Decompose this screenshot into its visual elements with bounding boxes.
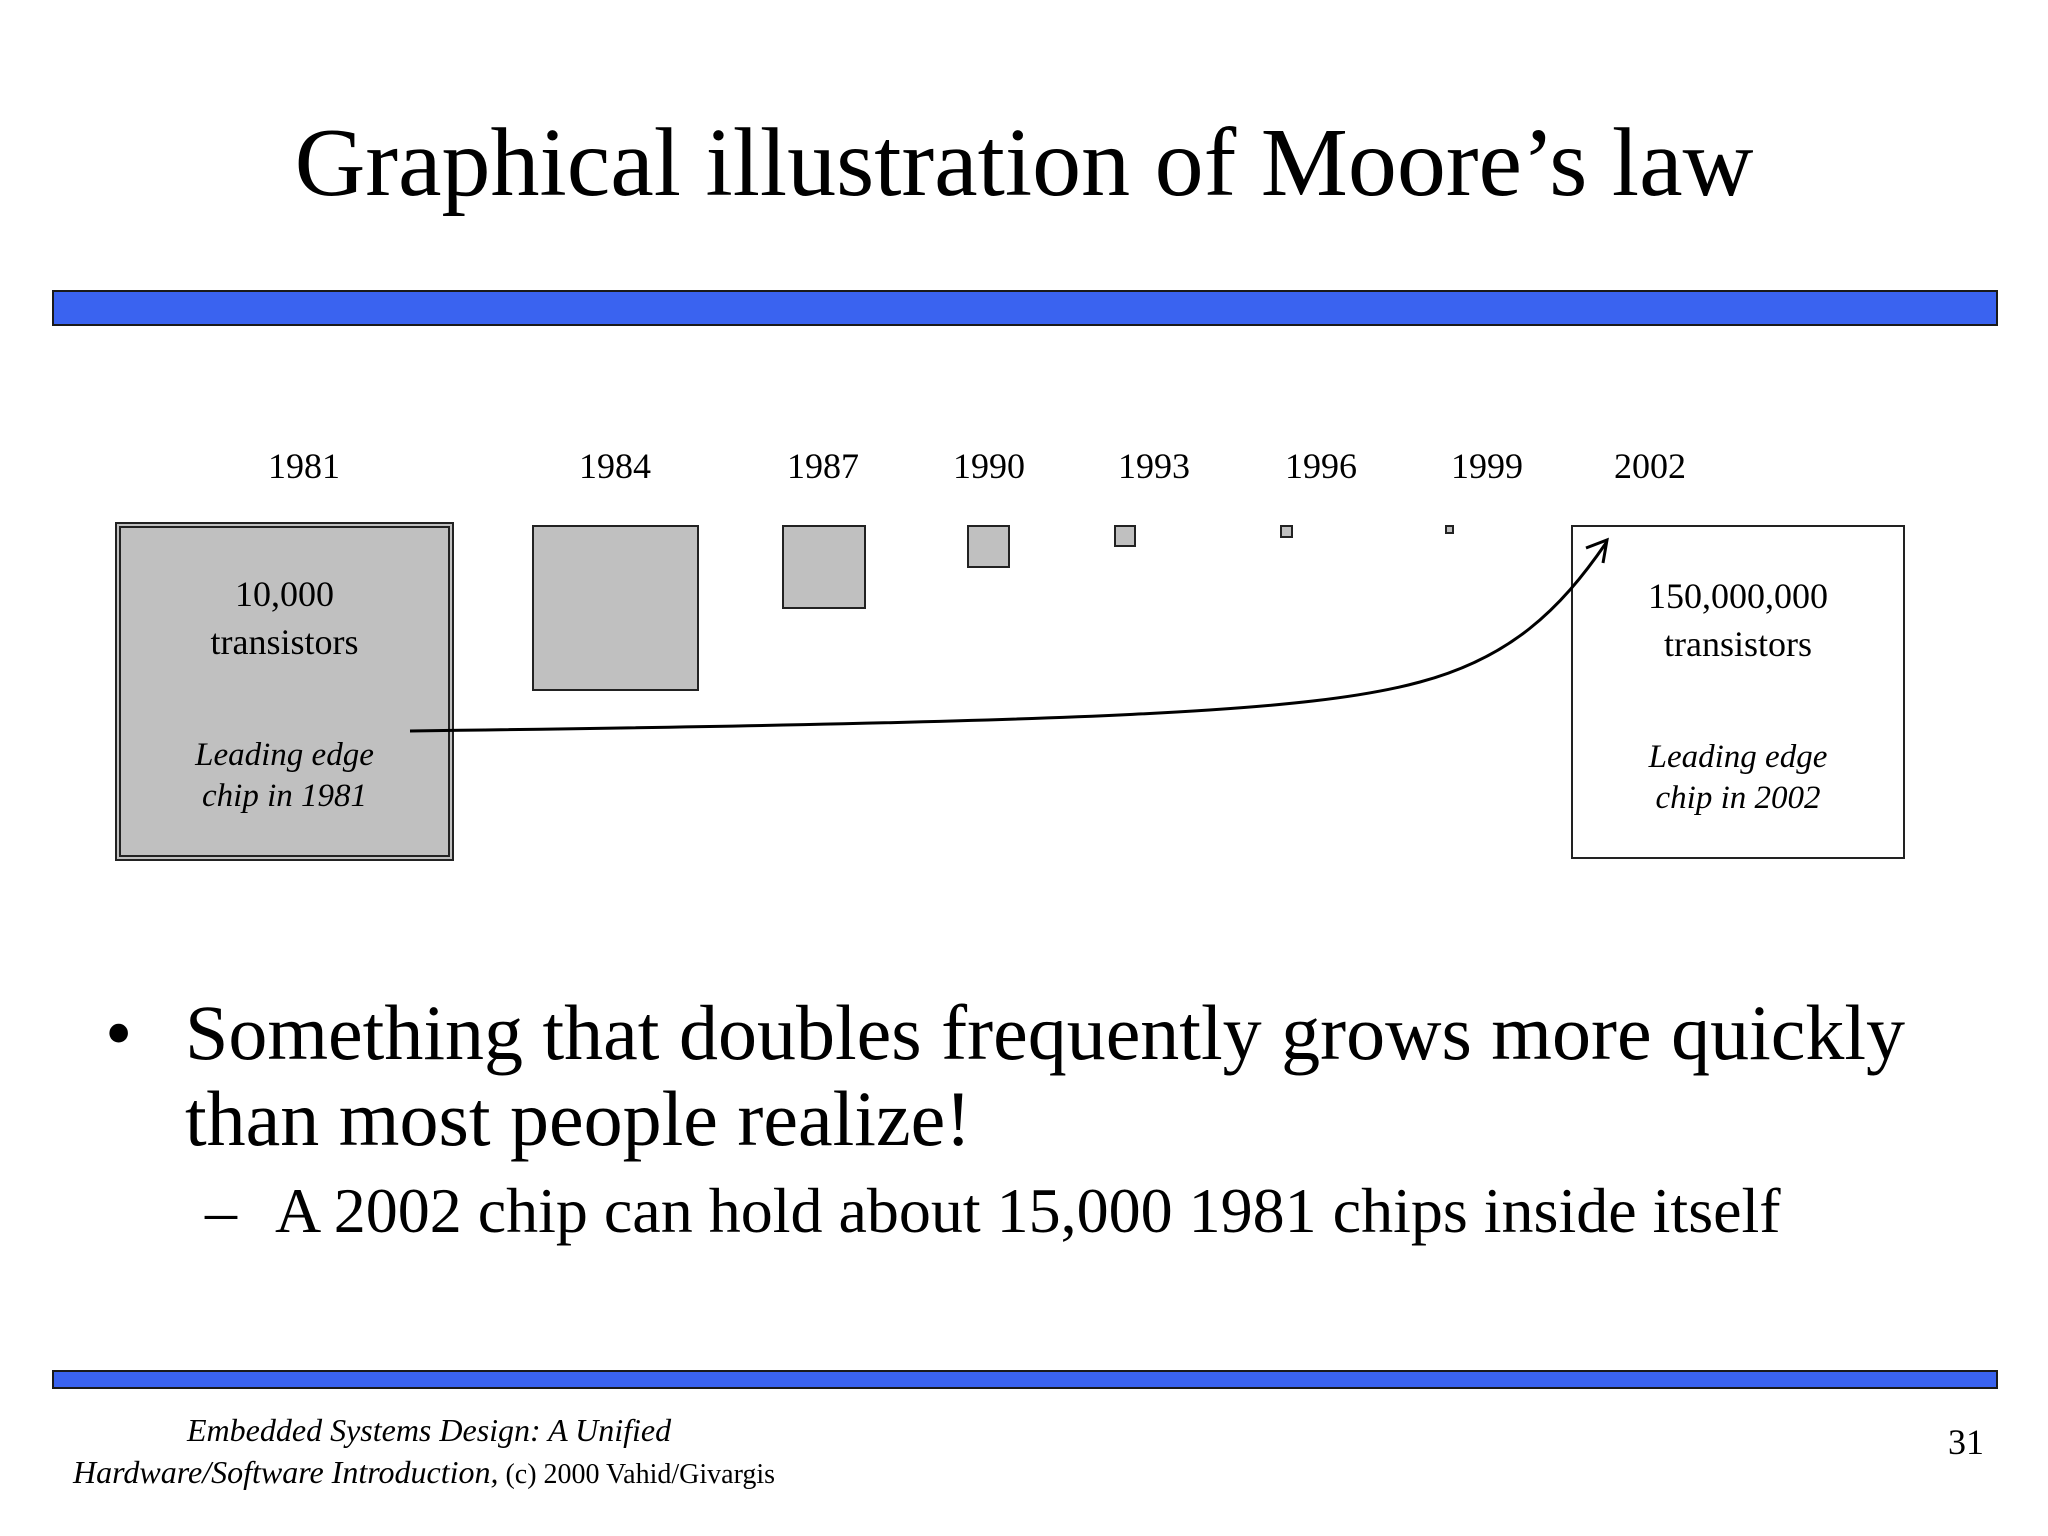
top-rule-bar	[52, 290, 1998, 326]
year-label-1987: 1987	[787, 446, 859, 486]
year-label-1984: 1984	[579, 446, 651, 486]
year-label-1981: 1981	[268, 446, 340, 486]
chip-1981-transistor-count: 10,000 transistors	[210, 574, 359, 662]
year-label-2002: 2002	[1614, 446, 1686, 486]
year-label-1996: 1996	[1285, 446, 1357, 486]
chip-1996	[1280, 525, 1293, 538]
year-label-1990: 1990	[953, 446, 1025, 486]
bullet-main-text: Something that doubles frequently grows more quickly than most people realize!	[185, 989, 1906, 1162]
footer-copyright: (c) 2000 Vahid/Givargis	[498, 1459, 776, 1490]
year-label-1999: 1999	[1451, 446, 1523, 486]
chip-1999	[1445, 525, 1454, 534]
bottom-rule-bar	[52, 1370, 1998, 1389]
footer-book-subtitle: Hardware/Software Introduction,	[73, 1454, 499, 1490]
chip-1990	[967, 525, 1010, 568]
chip-1987	[782, 525, 866, 609]
sub-bullet-marker: –	[205, 1175, 237, 1246]
footer-book-title-line2	[73, 1452, 775, 1495]
chip-2002-transistor-count: 150,000,000 transistors	[1648, 576, 1828, 664]
page-number: 31	[1948, 1422, 1984, 1462]
sub-bullet-text: A 2002 chip can hold about 15,000 1981 chips inside itself	[275, 1175, 1781, 1246]
chip-1993	[1114, 525, 1136, 547]
chip-1984	[532, 525, 699, 691]
chip-1981-caption: Leading edge chip in 1981	[195, 737, 374, 814]
footer-book-title-line1: Embedded Systems Design: A Unified	[187, 1412, 672, 1448]
slide-title: Graphical illustration of Moore’s law	[294, 109, 1754, 217]
bullet-marker: •	[105, 989, 133, 1076]
year-label-1993: 1993	[1118, 446, 1190, 486]
chip-2002	[1571, 525, 1905, 859]
chip-1981	[115, 522, 454, 861]
chip-2002-caption: Leading edge chip in 2002	[1648, 739, 1828, 816]
